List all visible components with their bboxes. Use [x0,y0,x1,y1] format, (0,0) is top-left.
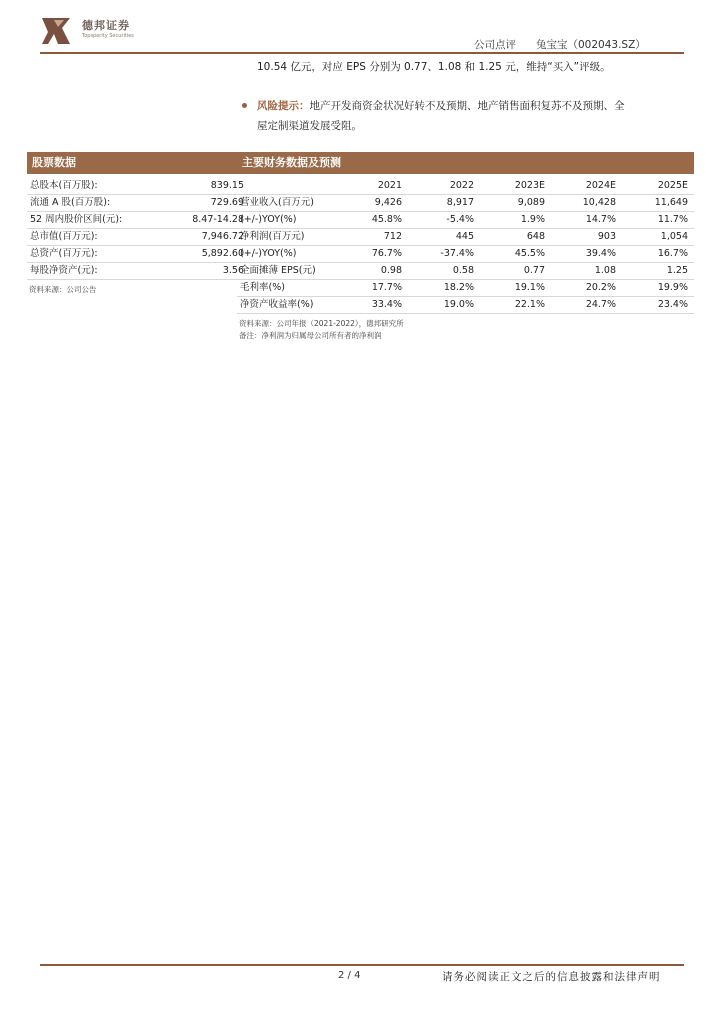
row-label: 净资产收益率(%) [240,299,314,310]
footer-divider [40,964,684,966]
cell: 712 [383,231,402,242]
row-value: 7,946.72 [201,231,244,242]
row-value: 729.69 [210,197,244,208]
logo-text-en: Topsperity Securities [82,33,134,39]
table-row [237,245,694,263]
table-row [27,194,248,212]
company-ticker: 兔宝宝（002043.SZ） [536,39,646,51]
row-label: 总股本(百万股): [30,180,98,191]
cell: 8,917 [446,197,474,208]
cell: 1.08 [594,265,616,276]
cell: 1.9% [520,214,545,225]
cell: 0.77 [523,265,545,276]
row-label: (+/-)YOY(%) [240,214,297,225]
table-row [27,177,248,195]
row-label: 每股净资产(元): [30,265,98,276]
cell: 20.2% [585,282,616,293]
table-header-row [237,177,694,195]
cell: 11,649 [654,197,688,208]
row-value: 5,892.60 [201,248,244,259]
risk-label: 风险提示： [257,100,310,112]
column-header: 2025E [657,180,688,191]
stock-data-header: 股票数据 [27,152,248,174]
table-row [27,245,248,263]
column-header: 2021 [377,180,402,191]
cell: -37.4% [440,248,474,259]
row-label: 总资产(百万元): [30,248,98,259]
column-header: 2022 [449,180,474,191]
cell: 9,426 [374,197,402,208]
cell: 24.7% [585,299,616,310]
table-row [237,262,694,280]
cell: 19.0% [443,299,474,310]
table-row [27,262,248,280]
cell: 9,089 [517,197,545,208]
financial-source-note: 资料来源：公司年报（2021-2022），德邦研究所 [239,319,404,328]
cell: 14.7% [585,214,616,225]
column-header: 2023E [514,180,545,191]
row-label: 52 周内股价区间(元): [30,214,123,225]
risk-line-2: 屋定制渠道发展受阻。 [257,120,362,132]
table-row [237,211,694,229]
table-row [27,228,248,246]
row-label: 营业收入(百万元) [240,197,314,208]
header-divider [40,52,684,54]
row-value: 8.47-14.28 [192,214,244,225]
cell: 0.58 [452,265,474,276]
row-label: 总市值(百万元): [30,231,98,242]
table-row [237,296,694,314]
table-row [27,211,248,229]
financial-remark-note: 备注：净利润为归属母公司所有者的净利润 [239,331,382,340]
cell: -5.4% [446,214,474,225]
logo-emblem-icon [40,14,76,46]
row-label: 毛利率(%) [240,282,285,293]
risk-line-1 [257,96,625,116]
valuation-text: 10.54 亿元，对应 EPS 分别为 0.77、1.08 和 1.25 元，维持“买入”评级。 [257,61,611,73]
cell: 11.7% [657,214,688,225]
table-row [237,279,694,297]
cell: 22.1% [514,299,545,310]
cell: 76.7% [371,248,402,259]
logo-text-cn: 德邦证券 [82,19,130,32]
cell: 445 [455,231,474,242]
cell: 45.8% [371,214,402,225]
cell: 648 [526,231,545,242]
bullet-icon [242,103,247,108]
page-number: 2 / 4 [338,970,361,981]
cell: 39.4% [585,248,616,259]
cell: 23.4% [657,299,688,310]
row-label: (+/-)YOY(%) [240,248,297,259]
legal-disclaimer: 请务必阅读正文之后的信息披露和法律声明 [442,971,661,983]
row-value: 839.15 [210,180,244,191]
cell: 19.9% [657,282,688,293]
table-row [237,228,694,246]
cell: 1.25 [666,265,688,276]
cell: 19.1% [514,282,545,293]
cell: 33.4% [371,299,402,310]
row-value: 3.56 [222,265,244,276]
risk-text-1: 地产开发商资金状况好转不及预期、地产销售面积复苏不及预期、全 [309,100,625,112]
stock-source-note: 资料来源：公司公告 [29,285,97,294]
company-logo [40,14,76,46]
cell: 1,054 [660,231,688,242]
row-label: 净利润(百万元) [240,231,305,242]
cell: 45.5% [514,248,545,259]
cell: 16.7% [657,248,688,259]
column-header: 2024E [585,180,616,191]
financial-data-header: 主要财务数据及预测 [237,152,694,174]
cell: 0.98 [380,265,402,276]
row-label: 全面摊薄 EPS(元) [240,265,316,276]
report-type: 公司点评 [474,39,516,51]
cell: 17.7% [371,282,402,293]
cell: 18.2% [443,282,474,293]
table-row [237,194,694,212]
cell: 10,428 [582,197,616,208]
row-label: 流通 A 股(百万股): [30,197,111,208]
cell: 903 [597,231,616,242]
